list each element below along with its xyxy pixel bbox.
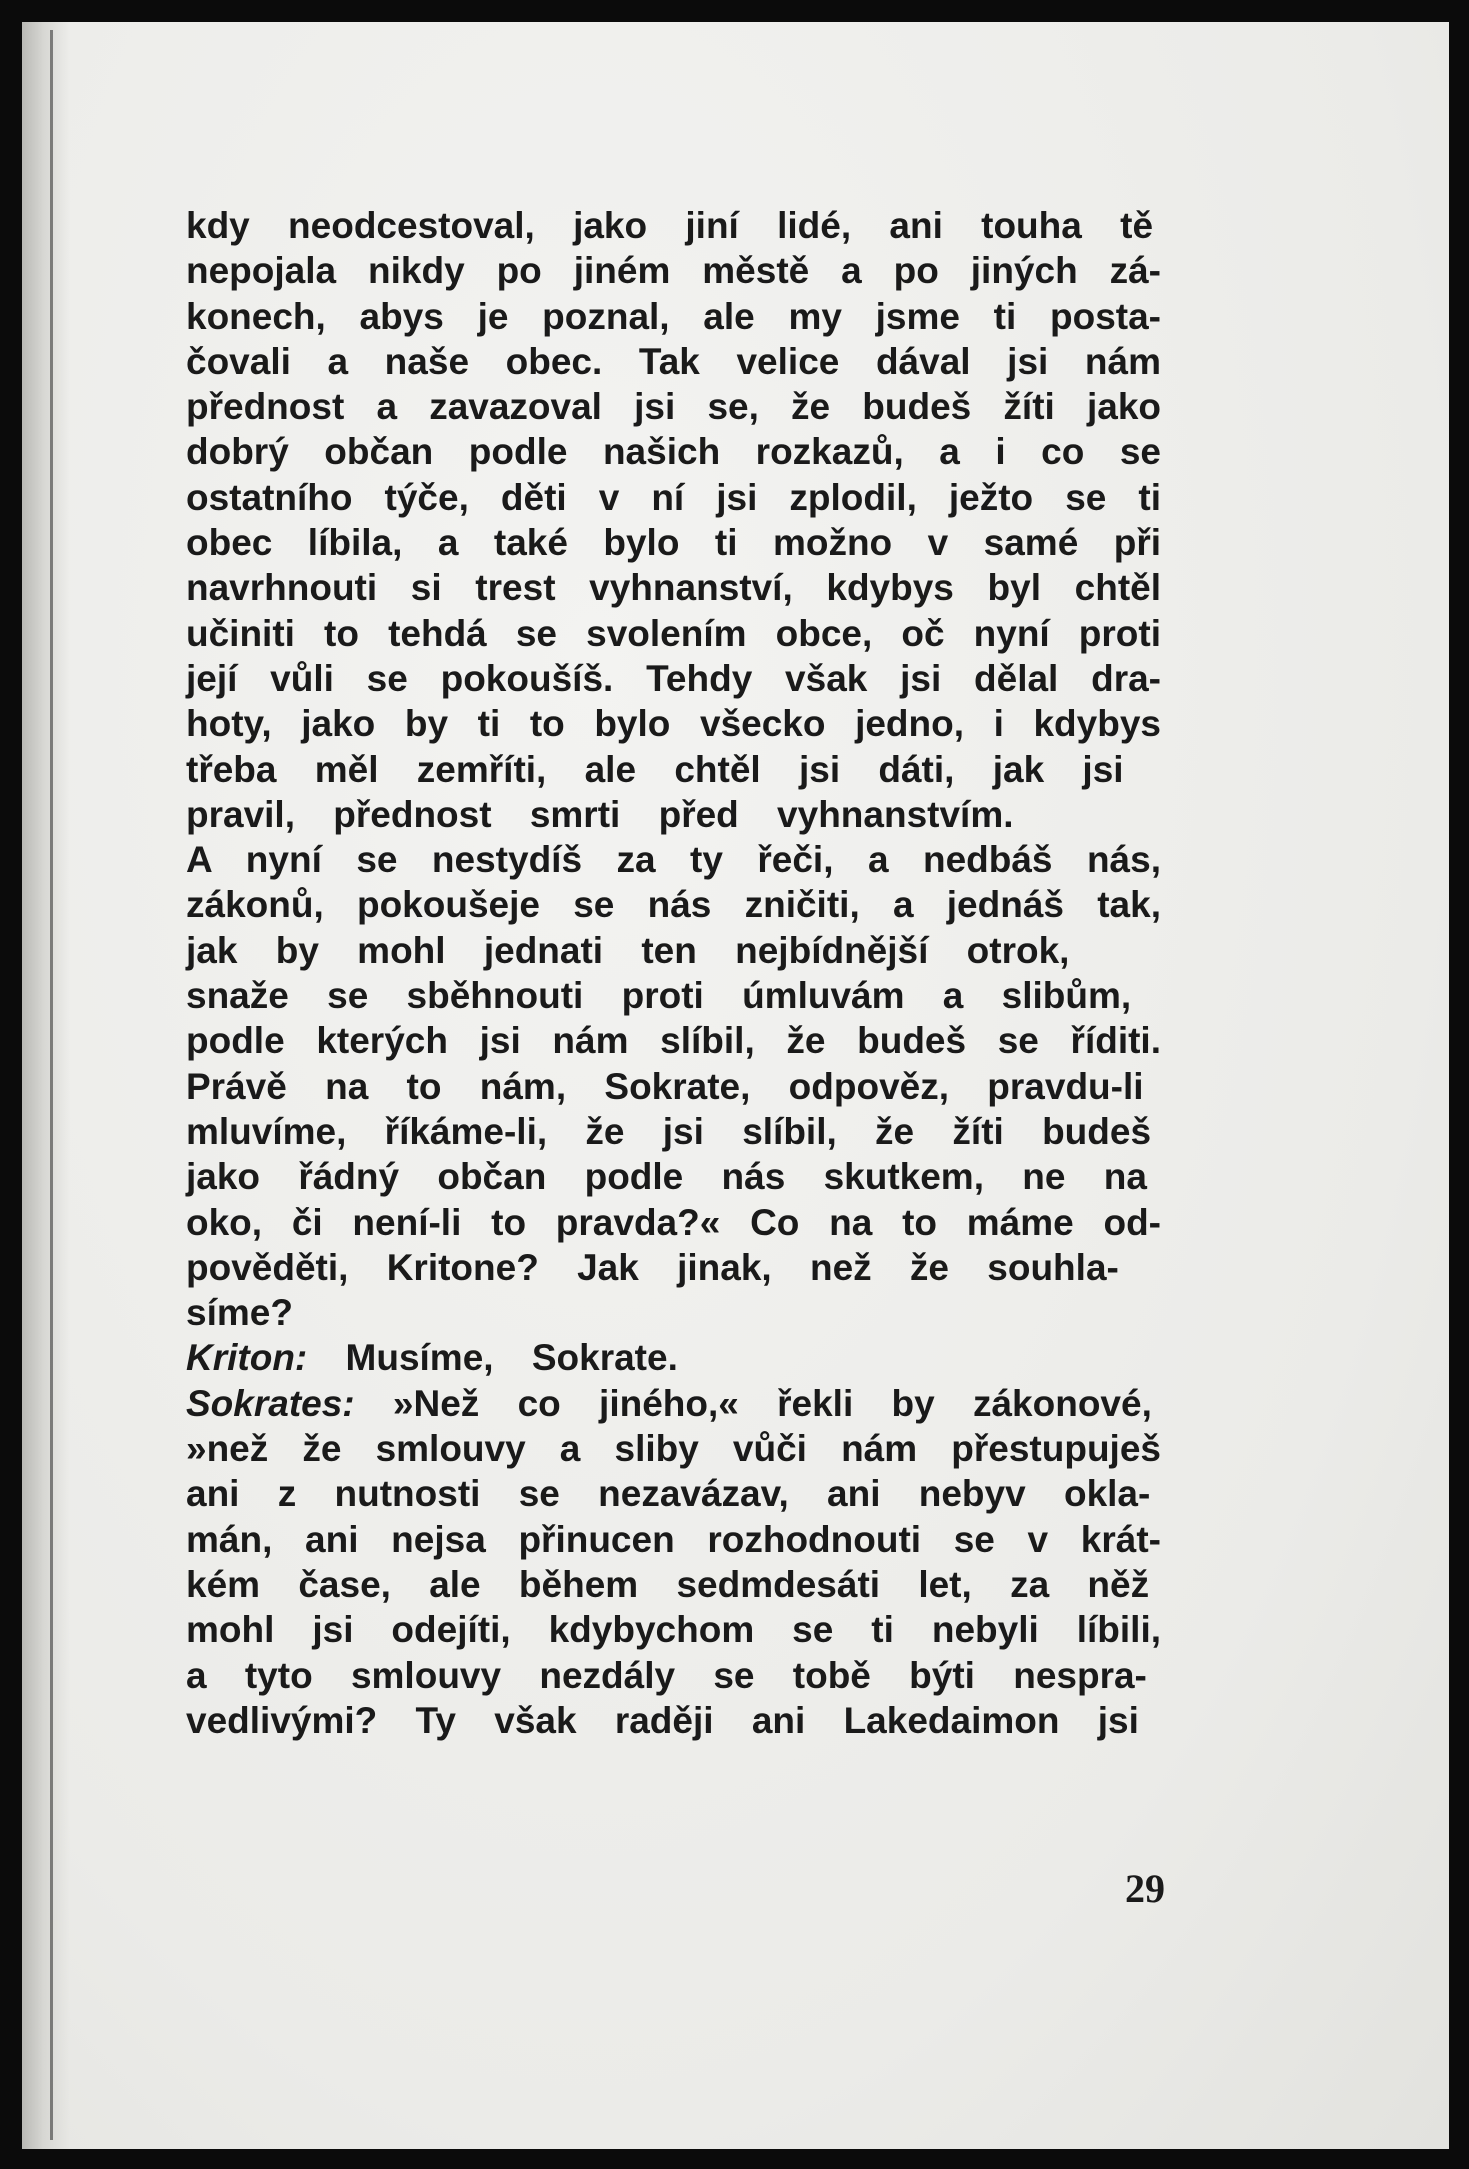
- text-line: vedlivými? Ty však raději ani Lakedaimon jsi: [186, 1699, 1139, 1741]
- text-line: kém čase, ale během sedmdesáti let, za něž: [186, 1563, 1150, 1605]
- text-line: ostatního týče, děti v ní jsi zplodil, ježto se ti: [186, 476, 1161, 518]
- speaker-name: Sokrates:: [186, 1382, 355, 1424]
- text-line: nepojala nikdy po jiném městě a po jiných zá-: [186, 250, 1161, 292]
- text-line: její vůli se pokoušíš. Tehdy však jsi dělal dra-: [186, 657, 1161, 699]
- text-line: jako řádný občan podle nás skutkem, ne na: [186, 1156, 1147, 1198]
- text-line: pravil, přednost smrti před vyhnanstvím.: [186, 793, 1014, 835]
- text-line: třeba měl zemříti, ale chtěl jsi dáti, jak jsi: [186, 748, 1124, 790]
- text-line: navrhnouti si trest vyhnanství, kdybys byl chtěl: [186, 567, 1161, 609]
- text-line: »než že smlouvy a sliby vůči nám přestupuješ: [186, 1428, 1161, 1470]
- text-line: oko, či není-li to pravda?« Co na to máme od-: [186, 1201, 1161, 1243]
- text-line: Právě na to nám, Sokrate, odpověz, pravdu-li: [186, 1065, 1144, 1107]
- text-line: a tyto smlouvy nezdály se tobě býti nespra-: [186, 1654, 1147, 1696]
- dialogue-line-sokrates: [186, 1381, 1161, 1426]
- text-line: kdy neodcestoval, jako jiní lidé, ani touha tě: [186, 205, 1154, 246]
- text-line: přednost a zavazoval jsi se, že budeš žíti jako: [186, 386, 1161, 428]
- text-line: símе?: [186, 1292, 293, 1334]
- text-line: mohl jsi odejíti, kdybychom se ti nebyli líbili,: [186, 1609, 1161, 1651]
- spine-line: [50, 30, 53, 2140]
- text-line: dobrý občan podle našich rozkazů, a i co se: [186, 431, 1161, 473]
- text-line: učiniti to tehdá se svolením obce, oč nyní proti: [186, 612, 1161, 654]
- text-line: mán, ani nejsa přinucen rozhodnouti se v krát-: [186, 1518, 1161, 1560]
- text-line: A nyní se nestydíš za ty řeči, a nedbáš nás,: [186, 839, 1161, 881]
- text-line: zákonů, pokoušeje se nás zničiti, a jednáš tak,: [186, 884, 1161, 926]
- text-line: hoty, jako by ti to bylo všecko jedno, i kdybys: [186, 703, 1161, 745]
- text-line: mluvíme, říkáme-li, že jsi slíbil, že žíti budeš: [186, 1110, 1152, 1152]
- dialogue-text: Musíme, Sokrate.: [307, 1337, 678, 1379]
- page-number: 29: [1125, 1866, 1165, 1911]
- dialogue-line-kriton: [186, 1335, 1161, 1380]
- spine-shadow: [22, 22, 70, 2149]
- text-line: jak by mohl jednati ten nejbídnější otrok,: [186, 929, 1070, 971]
- body-text: [186, 203, 1161, 1743]
- dialogue-text: »Než co jiného,« řekli by zákonové,: [354, 1382, 1152, 1424]
- speaker-name: Kriton:: [186, 1337, 308, 1379]
- text-line: čovali a naše obec. Tak velice dával jsi nám: [186, 340, 1161, 382]
- text-line: pověděti, Kritone? Jak jinak, než že souhla-: [186, 1246, 1119, 1288]
- text-line: podle kterých jsi nám slíbil, že budeš se říditi.: [186, 1020, 1161, 1062]
- text-line: konech, abys je poznal, ale my jsme ti posta-: [186, 295, 1161, 337]
- text-line: obec líbila, a také bylo ti možno v samé při: [186, 522, 1161, 564]
- text-line: snaže se sběhnouti proti úmluvám a slibům,: [186, 975, 1132, 1017]
- text-line: ani z nutnosti se nezavázav, ani nebyv okla-: [186, 1473, 1151, 1515]
